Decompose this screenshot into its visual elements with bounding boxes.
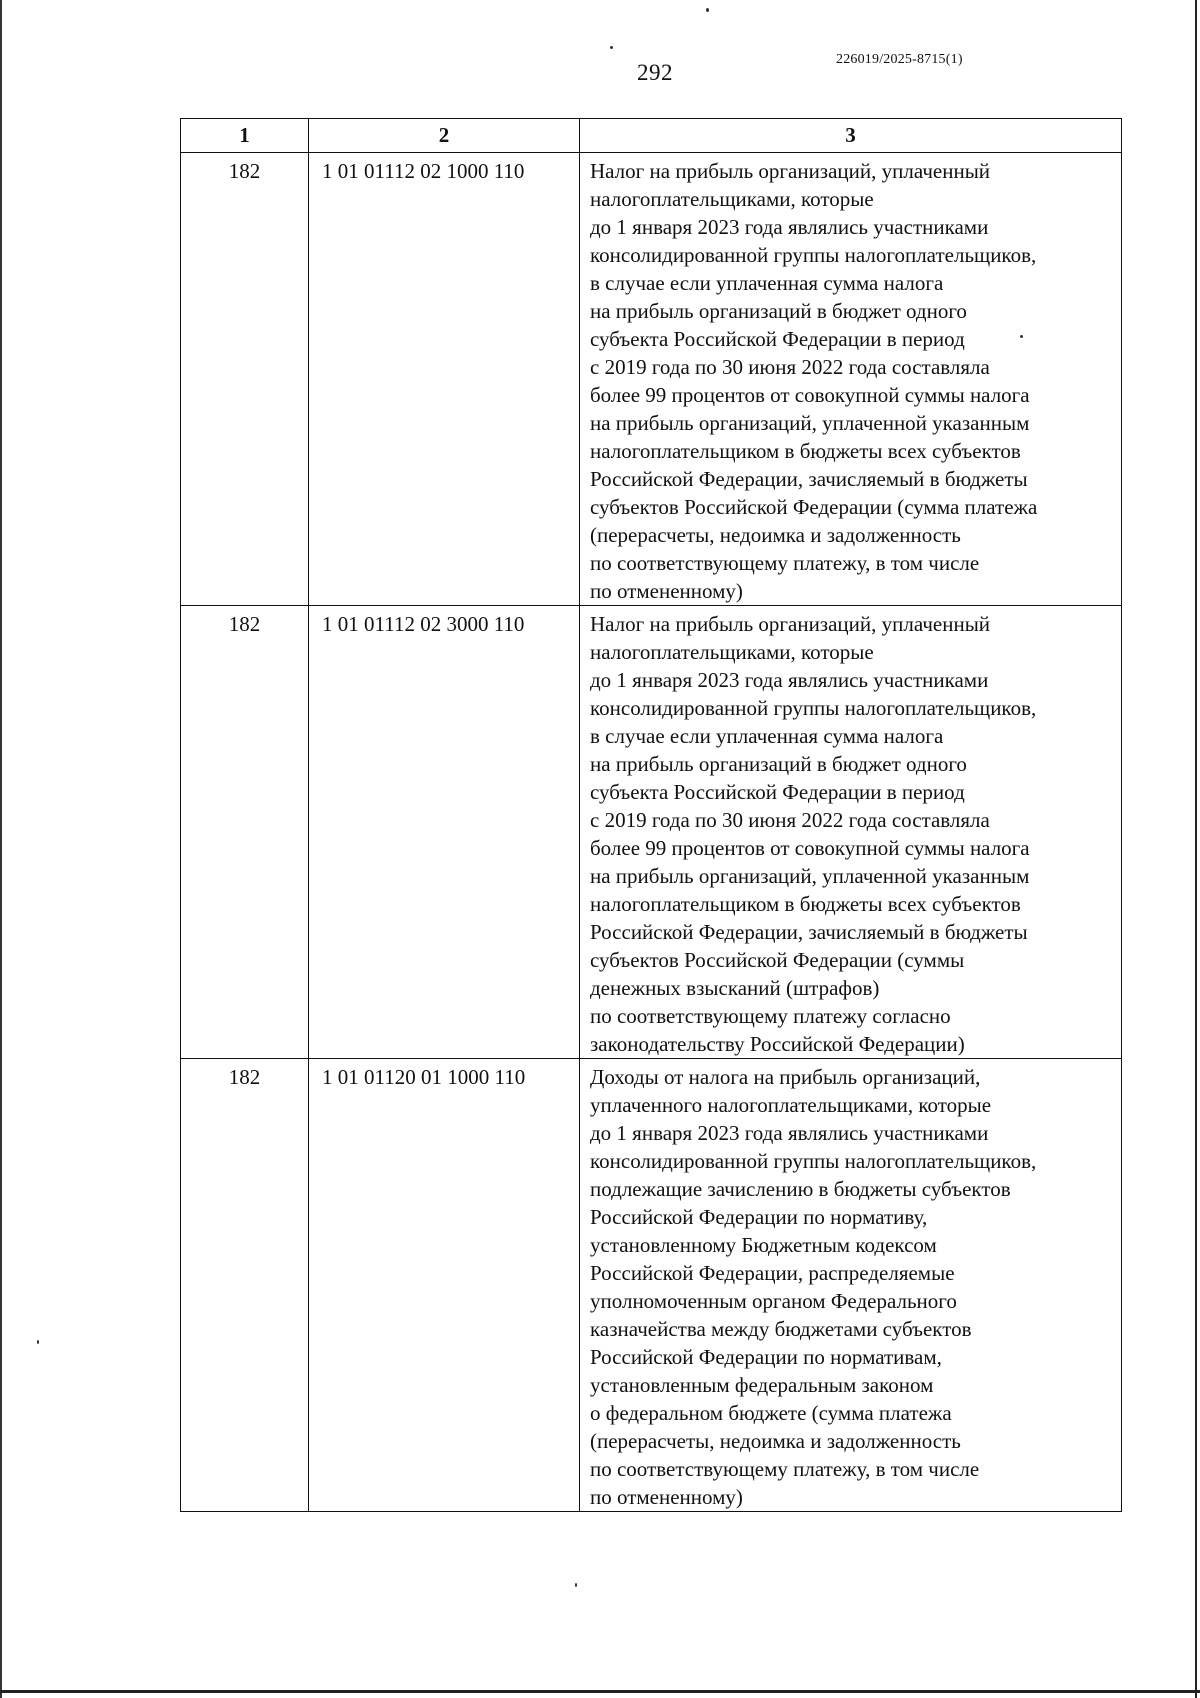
scan-bottom-edge — [0, 1690, 1200, 1693]
description-line: Российской Федерации по нормативам, — [590, 1345, 942, 1369]
description-cell — [580, 1059, 1122, 1512]
description-line: налогоплательщиками, которые — [590, 640, 874, 664]
kbk-code-cell: 1 01 01120 01 1000 110 — [309, 1059, 580, 1512]
description-cell — [580, 153, 1122, 606]
description-line: консолидированной группы налогоплательщиков, — [590, 1149, 1037, 1173]
description-line: уплаченного налогоплательщиками, которые — [590, 1093, 992, 1117]
description-line: Российской Федерации по нормативу, — [590, 1205, 928, 1229]
scan-right-edge — [1195, 0, 1197, 1698]
table-row — [181, 1059, 1122, 1512]
scan-speck — [37, 1340, 39, 1344]
description-line: денежных взысканий (штрафов) — [590, 976, 880, 1000]
description-line: более 99 процентов от совокупной суммы налога — [590, 383, 1030, 407]
scan-speck — [706, 8, 709, 12]
description-line: Российской Федерации, распределяемые — [590, 1261, 955, 1285]
description-line: по отмененному) — [590, 1485, 743, 1509]
scan-left-edge — [0, 0, 2, 1698]
description-line: законодательству Российской Федерации) — [590, 1032, 965, 1056]
admin-code-cell: 182 — [181, 153, 309, 606]
table-header-row — [181, 119, 1122, 153]
column-header-2: 2 — [309, 119, 580, 153]
description-line: консолидированной группы налогоплательщиков, — [590, 243, 1037, 267]
kbk-code-cell: 1 01 01112 02 1000 110 — [309, 153, 580, 606]
description-line: субъекта Российской Федерации в период — [590, 780, 965, 804]
description-line: налогоплательщиком в бюджеты всех субъектов — [590, 892, 1021, 916]
description-line: Доходы от налога на прибыль организаций, — [590, 1065, 981, 1089]
description-line: субъекта Российской Федерации в период — [590, 327, 965, 351]
description-line: с 2019 года по 30 июня 2022 года составляла — [590, 355, 990, 379]
description-line: на прибыль организаций в бюджет одного — [590, 752, 967, 776]
document-id: 226019/2025-8715(1) — [836, 52, 963, 67]
column-header-1: 1 — [181, 119, 309, 153]
description-line: с 2019 года по 30 июня 2022 года составляла — [590, 808, 990, 832]
budget-classification-table — [180, 118, 1122, 1512]
description-line: Российской Федерации, зачисляемый в бюджеты — [590, 920, 1028, 944]
scan-speck — [610, 46, 613, 49]
description-line: субъектов Российской Федерации (суммы — [590, 948, 965, 972]
description-line: до 1 января 2023 года являлись участниками — [590, 1121, 989, 1145]
description-cell — [580, 606, 1122, 1059]
description-line: более 99 процентов от совокупной суммы налога — [590, 836, 1030, 860]
admin-code-cell: 182 — [181, 1059, 309, 1512]
table-row — [181, 606, 1122, 1059]
description-line: по отмененному) — [590, 579, 743, 603]
description-line: налогоплательщиками, которые — [590, 187, 874, 211]
description-line: по соответствующему платежу согласно — [590, 1004, 951, 1028]
description-line: (перерасчеты, недоимка и задолженность — [590, 1429, 961, 1453]
table-row — [181, 153, 1122, 606]
description-line: Российской Федерации, зачисляемый в бюджеты — [590, 467, 1028, 491]
description-line: уполномоченным органом Федерального — [590, 1289, 957, 1313]
admin-code-cell: 182 — [181, 606, 309, 1059]
description-line: на прибыль организаций в бюджет одного — [590, 299, 967, 323]
description-line: налогоплательщиком в бюджеты всех субъектов — [590, 439, 1021, 463]
description-line: консолидированной группы налогоплательщиков, — [590, 696, 1037, 720]
kbk-code-cell: 1 01 01112 02 3000 110 — [309, 606, 580, 1059]
scan-speck — [575, 1583, 577, 1587]
description-line: (перерасчеты, недоимка и задолженность — [590, 523, 961, 547]
description-line: до 1 января 2023 года являлись участниками — [590, 215, 989, 239]
description-line: на прибыль организаций, уплаченной указанным — [590, 864, 1030, 888]
description-line: до 1 января 2023 года являлись участниками — [590, 668, 989, 692]
description-line: казначейства между бюджетами субъектов — [590, 1317, 972, 1341]
description-line: о федеральном бюджете (сумма платежа — [590, 1401, 952, 1425]
description-line: установленным федеральным законом — [590, 1373, 934, 1397]
description-line: по соответствующему платежу, в том числе — [590, 1457, 980, 1481]
description-line: Налог на прибыль организаций, уплаченный — [590, 159, 991, 183]
page-number: 292 — [637, 60, 673, 85]
description-line: в случае если уплаченная сумма налога — [590, 724, 944, 748]
description-line: в случае если уплаченная сумма налога — [590, 271, 944, 295]
description-line: субъектов Российской Федерации (сумма платежа — [590, 495, 1038, 519]
description-line: установленному Бюджетным кодексом — [590, 1233, 937, 1257]
description-line: Налог на прибыль организаций, уплаченный — [590, 612, 991, 636]
description-line: подлежащие зачислению в бюджеты субъектов — [590, 1177, 1011, 1201]
column-header-3: 3 — [580, 119, 1122, 153]
description-line: по соответствующему платежу, в том числе — [590, 551, 980, 575]
description-line: на прибыль организаций, уплаченной указанным — [590, 411, 1030, 435]
table-body — [181, 153, 1122, 1512]
